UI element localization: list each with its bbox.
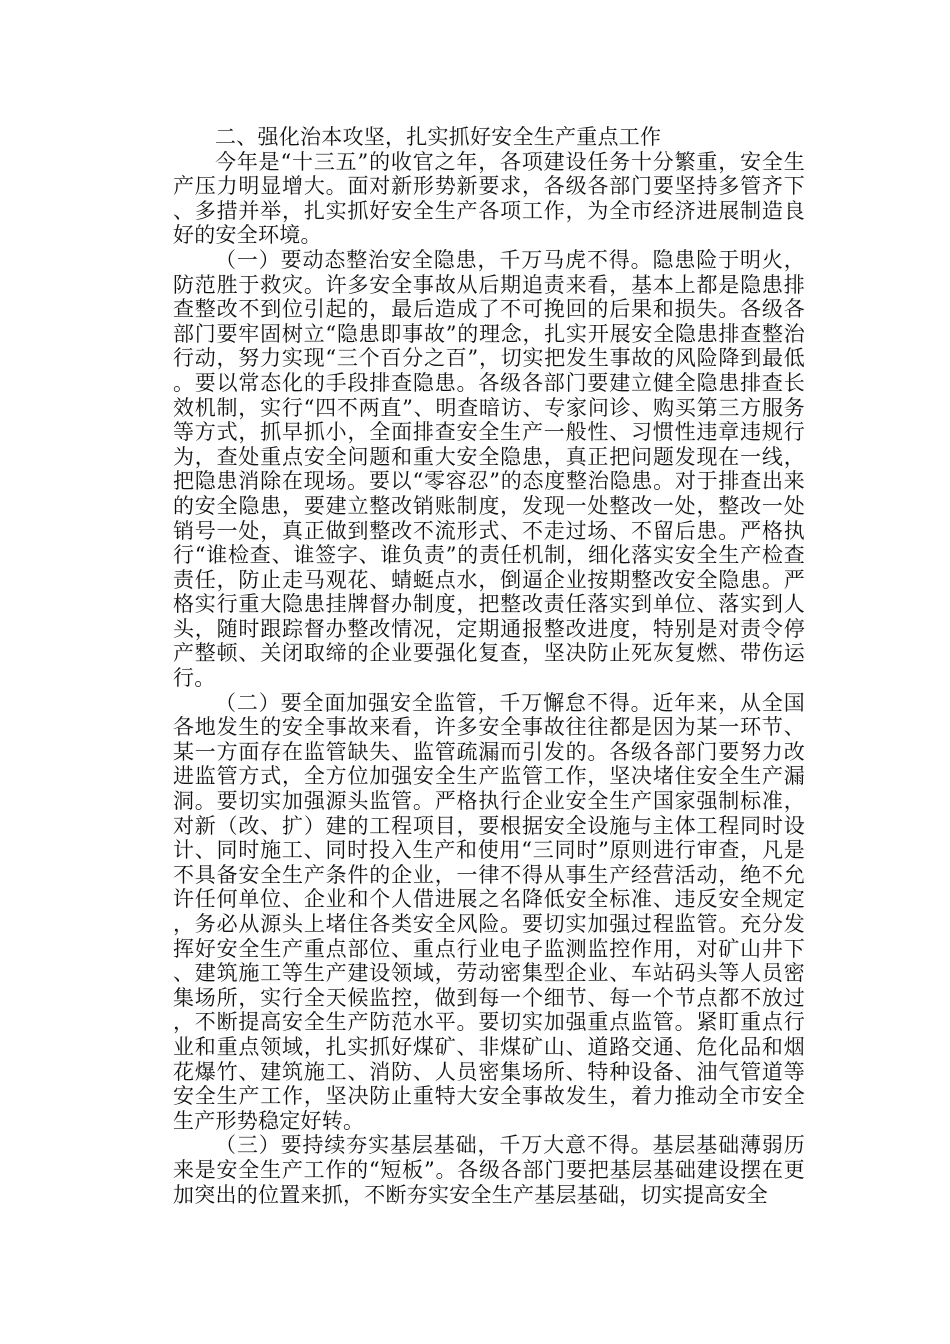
document-body	[173, 125, 805, 1207]
paragraph-hidden-dangers: （一）要动态整治安全隐患，千万马虎不得。隐患险于明火，防范胜于救灾。许多安全事故从后期追责来看，基本上都是隐患排查整改不到位引起的，最后造成了不可挽回的后果和损失。各级各部门要牢固树立“隐患即事故”的理念，扎实开展安全隐患排查整治行动，努力实现“三个百分之百”，切实把发生事故的风险降到最低。要以常态化的手段排查隐患。各级各部门要建立健全隐患排查长效机制，实行“四不两直”、明查暗访、专家问诊、购买第三方服务等方式，抓早抓小，全面排查安全生产一般性、习惯性违章违规行为，查处重点安全问题和重大安全隐患，真正把问题发现在一线，把隐患消除在现场。要以“零容忍”的态度整治隐患。对于排查出来的安全隐患，要建立整改销账制度，发现一处整改一处，整改一处销号一处，真正做到整改不流形式、不走过场、不留后患。严格执行“谁检查、谁签字、谁负责”的责任机制，细化落实安全生产检查责任，防止走马观花、蜻蜓点水，倒逼企业按期整改安全隐患。严格实行重大隐患挂牌督办制度，把整改责任落实到单位、落实到人头，随时跟踪督办整改情况，定期通报整改进度，特别是对责令停产整顿、关闭取缔的企业要强化复查，坚决防止死灰复燃、带伤运行。	[173, 247, 805, 691]
paragraph-supervision: （二）要全面加强安全监管，千万懈怠不得。近年来，从全国各地发生的安全事故来看，许多安全事故往往都是因为某一环节、某一方面存在监管缺失、监管疏漏而引发的。各级各部门要努力改进监管方式，全方位加强安全生产监管工作，坚决堵住安全生产漏洞。要切实加强源头监管。严格执行企业安全生产国家强制标准，对新（改、扩）建的工程项目，要根据安全设施与主体工程同时设计、同时施工、同时投入生产和使用“三同时”原则进行审查，凡是不具备安全生产条件的企业，一律不得从事生产经营活动，绝不允许任何单位、企业和个人借进展之名降低安全标准、违反安全规定，务必从源头上堵住各类安全风险。要切实加强过程监管。充分发挥好安全生产重点部位、重点行业电子监测监控作用，对矿山井下、建筑施工等生产建设领域，劳动密集型企业、车站码头等人员密集场所，实行全天候监控，做到每一个细节、每一个节点都不放过，不断提高安全生产防范水平。要切实加强重点监管。紧盯重点行业和重点领域，扎实抓好煤矿、非煤矿山、道路交通、危化品和烟花爆竹、建筑施工、消防、人员密集场所、特种设备、油气管道等安全生产工作，坚决防止重特大安全事故发生，着力推动全市安全生产形势稳定好转。	[173, 690, 805, 1133]
paragraph-grassroots: （三）要持续夯实基层基础，千万大意不得。基层基础薄弱历来是安全生产工作的“短板”。各级各部门要把基层基础建设摆在更加突出的位置来抓，不断夯实安全生产基层基础，切实提高安全	[173, 1133, 805, 1207]
section-heading: 二、强化治本攻坚，扎实抓好安全生产重点工作	[215, 125, 662, 149]
paragraph-intro: 今年是“十三五”的收官之年，各项建设任务十分繁重，安全生产压力明显增大。面对新形势新要求，各级各部门要坚持多管齐下、多措并举，扎实抓好安全生产各项工作，为全市经济进展制造良好的安全环境。	[173, 149, 805, 248]
